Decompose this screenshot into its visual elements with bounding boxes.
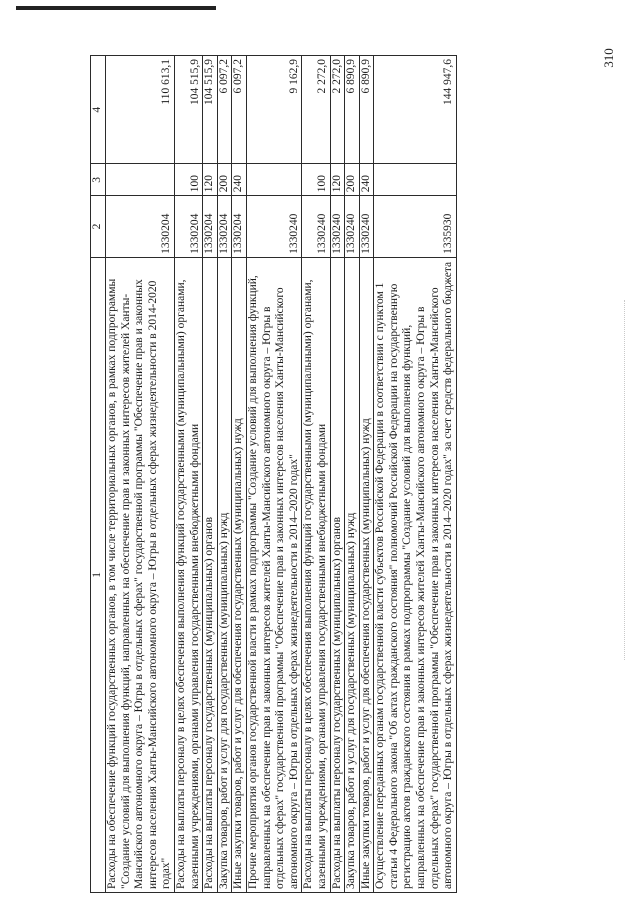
table-row	[302, 56, 330, 893]
table-row	[232, 56, 247, 893]
table-row	[174, 56, 202, 893]
row-amount-cell: 144 947,6	[374, 56, 457, 164]
table-row	[345, 56, 360, 893]
row-amount-cell: 6 097,2	[232, 56, 247, 164]
row-vr-cell	[246, 164, 301, 196]
row-name-cell: Закупка товаров, работ и услуг для государственных (муниципальных) нужд	[345, 257, 360, 892]
row-code-cell: 1330240	[345, 196, 360, 258]
row-code-cell: 1330204	[174, 196, 202, 258]
row-code-cell: 1335930	[374, 196, 457, 258]
page-number: 310	[601, 48, 616, 68]
row-code-cell: 1330240	[302, 196, 330, 258]
row-name-cell: Расходы на выплаты персоналу в целях обеспечения выполнения функций государственными (муниципальными) органами, казенными учреждениями, органами управления государственными внебюджетными фондами	[174, 257, 202, 892]
row-code-cell: 1330240	[359, 196, 374, 258]
row-name-cell: Иные закупки товаров, работ и услуг для обеспечения государственных (муниципальных) нужд	[359, 257, 374, 892]
row-name-cell: Прочие мероприятия органов государственной власти в рамках подпрограммы "Создание условий для выполнения функций, направленных на обеспечение прав и законных интересов жителей Ханты-Мансийского автономного округа – Югры в отдельных сферах" государственной программы "Обеспечение прав и законных интересов населения Ханты-Мансийского автономного округа – Югры в отдельных сферах жизнедеятельности в 2014–2020 годах"	[246, 257, 301, 892]
row-name-cell: Расходы на выплаты персоналу в целях обеспечения выполнения функций государственными (муниципальными) органами, казенными учреждениями, органами управления государственными внебюджетными фондами	[302, 257, 330, 892]
row-amount-cell: 6 890,9	[359, 56, 374, 164]
scan-noise	[624, 300, 626, 660]
table-row	[203, 56, 218, 893]
row-code-cell: 1330204	[232, 196, 247, 258]
budget-table	[90, 55, 457, 893]
table-row	[330, 56, 345, 893]
table-row	[106, 56, 175, 893]
rotated-page-content	[90, 0, 560, 893]
row-vr-cell: 100	[302, 164, 330, 196]
row-vr-cell: 200	[345, 164, 360, 196]
table-row	[359, 56, 374, 893]
row-vr-cell	[374, 164, 457, 196]
row-amount-cell: 2 272,0	[330, 56, 345, 164]
header-cell-amount: 4	[91, 56, 106, 164]
row-name-cell: Иные закупки товаров, работ и услуг для обеспечения государственных (муниципальных) нужд	[232, 257, 247, 892]
row-vr-cell: 120	[330, 164, 345, 196]
row-name-cell: Расходы на выплаты персоналу государственных (муниципальных) органов	[203, 257, 218, 892]
row-code-cell: 1330204	[106, 196, 175, 258]
row-code-cell: 1330204	[217, 196, 232, 258]
row-amount-cell: 110 613,1	[106, 56, 175, 164]
table-header-row	[91, 56, 106, 893]
row-vr-cell	[106, 164, 175, 196]
row-vr-cell: 240	[359, 164, 374, 196]
row-vr-cell: 120	[203, 164, 218, 196]
header-cell-code: 2	[91, 196, 106, 258]
row-vr-cell: 240	[232, 164, 247, 196]
table-row	[374, 56, 457, 893]
row-amount-cell: 104 515,9	[203, 56, 218, 164]
row-name-cell: Расходы на выплаты персоналу государственных (муниципальных) органов	[330, 257, 345, 892]
row-amount-cell: 104 515,9	[174, 56, 202, 164]
row-amount-cell: 6 097,2	[217, 56, 232, 164]
row-name-cell: Закупка товаров, работ и услуг для государственных (муниципальных) нужд	[217, 257, 232, 892]
header-cell-name: 1	[91, 257, 106, 892]
row-amount-cell: 9 162,9	[246, 56, 301, 164]
table-row	[246, 56, 301, 893]
row-code-cell: 1330240	[330, 196, 345, 258]
row-amount-cell: 6 890,9	[345, 56, 360, 164]
header-cell-vr: 3	[91, 164, 106, 196]
table-row	[217, 56, 232, 893]
row-code-cell: 1330240	[246, 196, 301, 258]
row-name-cell: Расходы на обеспечение функций государственных органов, в том числе территориальных органов, в рамках подпрограммы "Создание условий для выполнения функций, направленных на обеспечение прав и законных интересов жителей Ханты-Мансийского автономного округа – Югры в отдельных сферах" государственной программы "Обеспечение прав и законных интересов населения Ханты-Мансийского автономного округа – Югры в отдельных сферах жизнедеятельности в 2014-2020 годах"	[106, 257, 175, 892]
row-vr-cell: 200	[217, 164, 232, 196]
row-vr-cell: 100	[174, 164, 202, 196]
row-name-cell: Осуществление переданных органам государственной власти субъектов Российской Федерации в соответствии с пунктом 1 статьи 4 Федерального закона "Об актах гражданского состояния" полномочий Российской Федерации на государственную регистрацию актов гражданского состояния в рамках подпрограммы "Создание условий для выполнения функций, направленных на обеспечение прав и законных интересов жителей Ханты-Мансийского автономного округа – Югры в отдельных сферах" государственной программы "Обеспечение прав и законных интересов населения Ханты-Мансийского автономного округа – Югры в отдельных сферах жизнедеятельности в 2014–2020 годах" за счет средств федерального бюджета	[374, 257, 457, 892]
row-amount-cell: 2 272,0	[302, 56, 330, 164]
row-code-cell: 1330204	[203, 196, 218, 258]
